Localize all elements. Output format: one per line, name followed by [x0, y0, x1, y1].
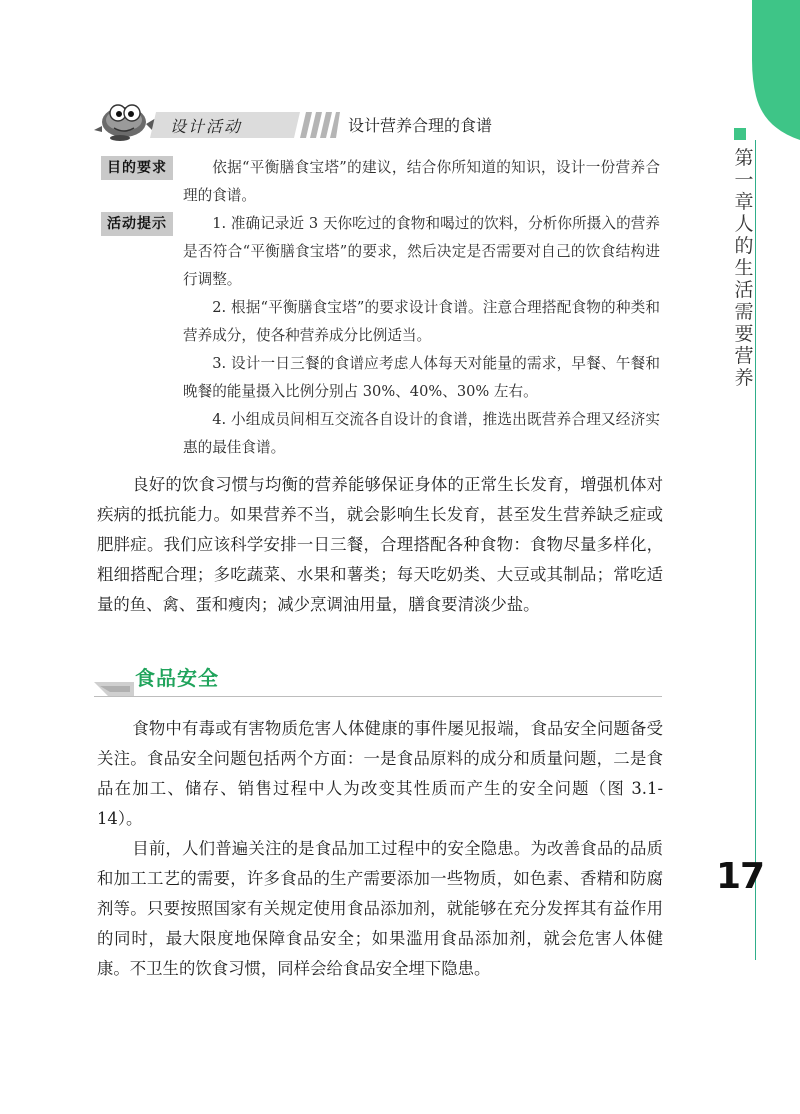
body-paragraph-1: 良好的饮食习惯与均衡的营养能够保证身体的正常生长发育，增强机体对疾病的抵抗能力。如果营养不当，就会影响生长发育，甚至发生营养缺乏症或肥胖症。我们应该科学安排一日三餐，合理搭配各种食物：食物尽量多样化，粗细搭配合理；多吃蔬菜、水果和薯类；每天吃奶类、大豆或其制品；常吃适量的鱼、禽、蛋和瘦肉；减少烹调油用量，膳食要清淡少盐。 — [97, 475, 663, 614]
chapter-marker-icon — [734, 128, 746, 140]
tip-item-3: 3. 设计一日三餐的食谱应考虑人体每天对能量的需求，早餐、午餐和晚餐的能量摄入比例分别占 30%、40%、30% 左右。 — [183, 355, 660, 400]
section-paragraph-1: 食物中有毒或有害物质危害人体健康的事件屡见报端，食品安全问题备受关注。食品安全问题包括两个方面：一是食品原料的成分和质量问题，二是食品在加工、储存、销售过程中人为改变其性质而产生的安全问题（图 3.1-14）。 — [97, 719, 663, 828]
activity-title: 设计营养合理的食谱 — [348, 116, 493, 135]
activity-label: 设计活动 — [170, 117, 243, 136]
page-number: 17 — [716, 856, 765, 897]
tip-item-2: 2. 根据“平衡膳食宝塔”的要求设计食谱。注意合理搭配食物的种类和营养成分，使各种营养成分比例适当。 — [183, 299, 660, 344]
section-heading-icon — [94, 658, 134, 698]
section-rule — [94, 696, 662, 697]
tips-tag: 活动提示 — [101, 212, 173, 236]
activity-header — [90, 96, 650, 146]
chapter-color-tab — [752, 0, 800, 140]
tip-item-1: 1. 准确记录近 3 天你吃过的食物和喝过的饮料，分析你所摄入的营养是否符合“平衡膳食宝塔”的要求，然后决定是否需要对自己的饮食结构进行调整。 — [183, 215, 660, 288]
margin-line — [755, 140, 756, 960]
goal-text: 依据“平衡膳食宝塔”的建议，结合你所知道的知识，设计一份营养合理的食谱。 — [183, 159, 660, 204]
section-title: 食品安全 — [135, 666, 219, 690]
chapter-title: 第一章人的生活需要营养 — [734, 147, 754, 389]
section-paragraph-2: 目前，人们普遍关注的是食品加工过程中的安全隐患。为改善食品的品质和加工工艺的需要，许多食品的生产需要添加一些物质，如色素、香精和防腐剂等。只要按照国家有关规定使用食品添加剂，就能够在充分发挥其有益作用的同时，最大限度地保障食品安全；如果滥用食品添加剂，就会危害人体健康。不卫生的饮食习惯，同样会给食品安全埋下隐患。 — [97, 839, 663, 978]
tip-item-4: 4. 小组成员间相互交流各自设计的食谱，推选出既营养合理又经济实惠的最佳食谱。 — [183, 411, 660, 456]
goal-tag: 目的要求 — [101, 156, 173, 180]
section-heading — [94, 658, 662, 704]
